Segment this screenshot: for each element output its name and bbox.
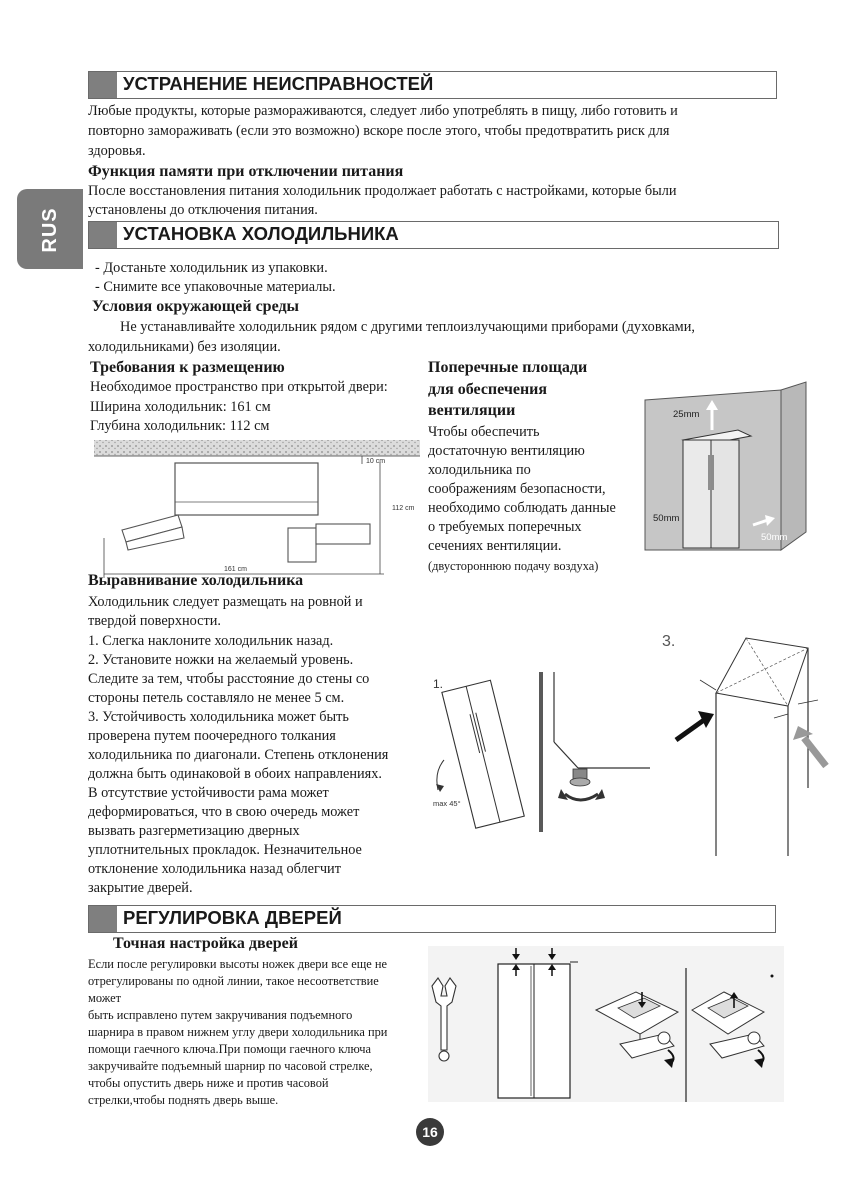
paragraph-line: отрегулированы по одной линии, такое несоответствие: [88, 974, 379, 988]
paragraph-line: Если после регулировки высоты ножек двери все еще не: [88, 957, 388, 971]
tilt-angle-label: max 45°: [433, 799, 461, 808]
dim-width: 161 cm: [224, 566, 247, 573]
paragraph-line: 2. Установите ножки на желаемый уровень.: [88, 652, 354, 668]
bullet-item: - Достаньте холодильник из упаковки.: [95, 260, 328, 276]
paragraph-line: сечениях вентиляции.: [428, 538, 562, 554]
paragraph-line: повторно замораживать (если это возможно) вскоре после этого, чтобы предотвратить риск для: [88, 123, 670, 139]
leveling-steps-diagram: [430, 672, 652, 832]
subheading-memory: Функция памяти при отключении питания: [88, 163, 404, 180]
paragraph-line: стрелки,чтобы поднять дверь выше.: [88, 1093, 279, 1107]
paragraph-line: Глубина холодильник: 112 см: [90, 418, 270, 434]
paragraph-line: чтобы опустить дверь ниже и против часовой: [88, 1076, 329, 1090]
paragraph-line: деформироваться, что в свою очередь может: [88, 804, 360, 820]
section-title: УСТРАНЕНИЕ НЕИСПРАВНОСТЕЙ: [123, 73, 434, 94]
leveling-step3-diagram: [658, 628, 830, 858]
paragraph-line: вызвать разгерметизацию дверных: [88, 823, 300, 839]
paragraph-line: закрытие дверей.: [88, 880, 193, 896]
paragraph-line: После восстановления питания холодильник продолжает работать с настройками, которые были: [88, 183, 677, 199]
section-title: УСТАНОВКА ХОЛОДИЛЬНИКА: [123, 223, 399, 244]
paragraph-line: Чтобы обеспечить: [428, 424, 540, 440]
paragraph-line: Любые продукты, которые размораживаются, следует либо употреблять в пищу, либо готовить и: [88, 103, 678, 119]
subheading-ventilation: Поперечные площади: [428, 359, 588, 376]
subheading-placement: Требования к размещению: [90, 359, 285, 376]
paragraph-line: 1. Слегка наклоните холодильник назад.: [88, 633, 334, 649]
section-header-installation: [88, 221, 779, 249]
language-tab: [17, 189, 83, 269]
subheading-leveling: Выравнивание холодильника: [88, 572, 304, 589]
paragraph-line: должна быть одинаковой в обоих направлениях.: [88, 766, 382, 782]
paragraph-line: стороны петель составляло не менее 5 см.: [88, 690, 345, 706]
vent-dim-left: 50mm: [653, 513, 680, 524]
paragraph-line: может: [88, 991, 122, 1005]
paragraph-line: Следите за тем, чтобы расстояние до стены со: [88, 671, 370, 687]
section-header-marker: [89, 72, 117, 98]
paragraph-line: установлены до отключения питания.: [88, 202, 318, 218]
paragraph-line: Необходимое пространство при открытой двери:: [90, 379, 388, 395]
section-header-marker: [89, 222, 117, 248]
dim-top-gap: 10 cm: [366, 458, 386, 465]
paragraph-line: закручивайте подъемный шарнир по часовой стрелке,: [88, 1059, 373, 1073]
subheading-environment: Условия окружающей среды: [92, 298, 300, 315]
section-header-marker: [89, 906, 117, 932]
paragraph-line: проверена путем поочередного толкания: [88, 728, 336, 744]
step-1-label: 1.: [433, 677, 444, 691]
paragraph-line: помощи гаечного ключа.При помощи гаечного ключа: [88, 1042, 371, 1056]
paragraph-line: здоровья.: [88, 143, 146, 159]
dim-depth: 112 cm: [392, 505, 415, 512]
paragraph-line: отклонение холодильника назад облегчит: [88, 861, 341, 877]
vent-dim-top: 25mm: [673, 409, 700, 420]
subheading-fine-adjustment: Точная настройка дверей: [113, 935, 298, 952]
paragraph-line: соображениям безопасности,: [428, 481, 606, 497]
paragraph-line: быть исправлено путем закручивания подъемного: [88, 1008, 353, 1022]
subheading-ventilation: для обеспечения: [428, 381, 548, 398]
paragraph-line: холодильника по: [428, 462, 531, 478]
paragraph-line: Не устанавливайте холодильник рядом с другими теплоизлучающими приборами (духовками,: [120, 319, 695, 335]
section-title: РЕГУЛИРОВКА ДВЕРЕЙ: [123, 907, 342, 928]
subheading-ventilation: вентиляции: [428, 402, 516, 419]
language-tab-label: RUS: [38, 207, 61, 253]
step-3-label: 3.: [662, 633, 676, 650]
paragraph-line: В отсутствие устойчивости рама может: [88, 785, 329, 801]
bullet-item: - Снимите все упаковочные материалы.: [95, 279, 336, 295]
ventilation-note: (двустороннюю подачу воздуха): [428, 559, 599, 573]
paragraph-line: Ширина холодильник: 161 см: [90, 399, 271, 415]
paragraph-line: твердой поверхности.: [88, 613, 221, 629]
paragraph-line: о требуемых поперечных: [428, 519, 582, 535]
section-header-troubleshooting: [88, 71, 777, 99]
door-adjustment-diagram: [428, 946, 784, 1102]
paragraph-line: шарнира в правом нижнем углу двери холодильника при: [88, 1025, 388, 1039]
placement-diagram: [92, 438, 422, 580]
paragraph-line: достаточную вентиляцию: [428, 443, 585, 459]
paragraph-line: уплотнительных прокладок. Незначительное: [88, 842, 362, 858]
paragraph-line: Холодильник следует размещать на ровной и: [88, 594, 363, 610]
paragraph-line: необходимо соблюдать данные: [428, 500, 616, 516]
paragraph-line: холодильниками) без изоляции.: [88, 339, 281, 355]
page-number: 16: [416, 1118, 444, 1146]
vent-dim-right: 50mm: [761, 532, 788, 543]
paragraph-line: 3. Устойчивость холодильника может быть: [88, 709, 349, 725]
ventilation-diagram: [643, 380, 808, 563]
section-header-door-adjustment: [88, 905, 776, 933]
paragraph-line: холодильника по диагонали. Степень отклонения: [88, 747, 389, 763]
